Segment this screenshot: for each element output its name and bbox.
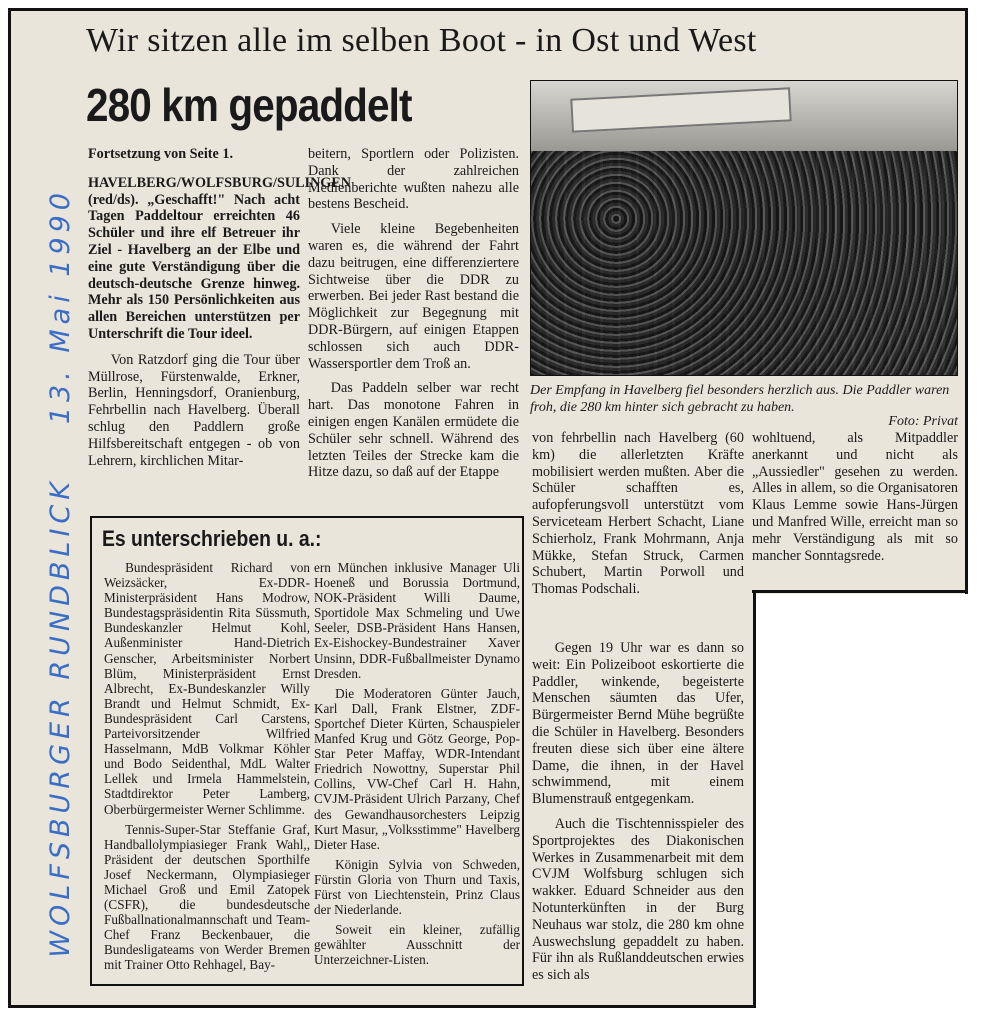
article-column-3: [532, 430, 744, 606]
main-headline: 280 km gepaddelt: [86, 79, 412, 131]
article-paragraph: Das Paddeln selber war recht hart. Das monotone Fahren in einigen engen Kanälen ermüdete die Schüler sehr schnell. Während des letzten Teiles der Strecke kam die Hitze dazu, so daß auf der Etappe: [308, 380, 519, 481]
article-lead: HAVELBERG/WOLFSBURG/SULINGEN (red/ds). „Geschafft!" Nach acht Tagen Paddeltour erreichten 46 Schüler und ihre elf Betreuer ihr Ziel - Havelberg an der Elbe und eine gute Verständigung über die deutsch-deutsche Grenze hinweg. Mehr als 150 Persönlichkeiten aus allen Bereichen unterstützen per Unterschrift die Tour ideel.: [88, 174, 352, 342]
article-column-5: [532, 640, 744, 992]
signatories-paragraph: Tennis-Super-Star Steffanie Graf, Handballolympiasieger Frank Wahl,, Präsident der deutschen Sporthilfe Josef Neckermann, Olympiasieger Michael Groß und Emil Zatopek (CSFR), die bundesdeutsche Fußballnationalmannschaft und Team-Chef Franz Beckenbauer, die Bundesligateams von Werder Bremen mit Trainer Otto Rehhagel, Bay-: [104, 821, 310, 973]
article-paragraph: von fehrbellin nach Havelberg (60 km) die allerletzten Kräfte mobilisiert werden mußten. Aber die Schüler schafften es, aufopferungsvoll unterstützt vom Serviceteam Herbert Schacht, Liane Schierholz, Frank Mohrmann, Anja Mükke, Stefan Struck, Carmen Schubert, Martin Porwoll und Thomas Podschali.: [532, 430, 744, 598]
article-paragraph: Auch die Tischtennisspieler des Sportprojektes des Diakonischen Werkes in Zusammenarbeit mit dem CVJM Wolfsburg schlugen sich wakker. Eduard Schneider aus den Notunterkünften in der Burg Neuhaus war stolz, die 280 km ohne Auswechslung gepaddelt zu haben. Für ihn als Rußlanddeutschen erwies es sich als: [532, 815, 744, 984]
article-column-1: [88, 146, 352, 477]
signatories-paragraph: Die Moderatoren Günter Jauch, Karl Dall, Frank Elstner, ZDF-Sportchef Dieter Kürten, Schauspieler Manfed Krug und Götz George, Pop-Star Peter Maffay, WDR-Intendant Friedrich Nowottny, Superstar Phil Collins, VW-Chef Carl H. Hahn, CVJM-Präsident Ulrich Parzany, Chef des Gewandhausorchesters Leipzig Kurt Masur, „Volksstimme" Havelberg Dieter Hase.: [314, 685, 520, 852]
signatories-paragraph: Bundespräsident Richard von Weizsäcker, Ex-DDR-Ministerpräsident Hans Modrow, Bundestagspräsidentin Rita Süssmuth, Bundeskanzler Helmut Kohl, Außenminister Hand-Dietrich Genscher, Arbeitsminister Norbert Blüm, Ministerpräsident Ernst Albrecht, Ex-Bundeskanzler Willy Brandt und Helmut Schmidt, Ex-Bundespräsident Carl Carstens, Parteivorsitzender Wilfried Hasselmann, MdB Volkmar Köhler und Bodo Seidenthal, MdL Walter Lellek und Irmela Hammelstein, Stadtdirektor Peter Lamberg, Oberbürgermeister Werner Schlimme.: [104, 560, 310, 817]
signatories-paragraph: Soweit ein kleiner, zufällig gewählter Ausschnitt der Unterzeichner-Listen.: [314, 922, 520, 968]
photo-crowd: [531, 151, 957, 376]
article-paragraph: Viele kleine Begebenheiten waren es, die während der Fahrt dazu beitrugen, eine differenziertere Sichtweise über die DDR zu erwerben. Bei jeder Rast bestand die Möglichkeit zur Begegnung mit DDR-Bürgern, auf einigen Etappen schlossen sich auch DDR-Wassersportler dem Troß an.: [308, 221, 519, 372]
article-paragraph: beitern, Sportlern oder Polizisten. Dank der zahlreichen Medienberichte wußten nahezu alle bestens Bescheid.: [308, 146, 519, 213]
handwritten-date: 13. Mai 1990: [44, 188, 76, 425]
article-paragraph: wohltuend, als Mitpaddler anerkannt und nicht als „Aussiedler" gesehen zu werden. Alles in allem, so die Organisatoren Klaus Lemme sowie Hans-Jürgen und Manfred Wille, erreicht man so mehr Verständigung als mit so mancher Sonntagsrede.: [752, 430, 958, 564]
article-column-2: [308, 146, 519, 489]
article-paragraph: Gegen 19 Uhr war es dann so weit: Ein Polizeiboot eskortierte die Paddler, winkende, begeisterte Menschen säumten das Ufer, Bürgermeister Bernd Mühe begrüßte die Schüler in Havelberg. Besonders freuten diese sich über eine ältere Dame, die ihnen, in der Havel schwimmend, mit einem Blumenstrauß entgegenkam.: [532, 640, 744, 808]
signatories-title: Es unterschrieben u. a.:: [102, 526, 322, 551]
handwritten-annotation: [40, 188, 80, 958]
article-paragraph: Von Ratzdorf ging die Tour über Müllrose, Fürstenwalde, Erkner, Berlin, Henningsdorf, Oranienburg, Fehrbellin nach Havelberg. Überall schlug den Paddlern große Hilfsbereitschaft entgegen - ob von Lehrern, kirchlichen Mitar-: [88, 351, 300, 469]
signatories-column-left: [104, 560, 310, 978]
signatories-paragraph: Königin Sylvia von Schweden, Fürstin Gloria von Thurn und Taxis, Fürst von Liechtenstein, Prinz Claus der Niederlande.: [314, 856, 520, 918]
handwritten-source: WOLFSBURGER RUNDBLICK: [44, 477, 76, 958]
clipping-step-edge: [752, 590, 968, 593]
continuation-note: Fortsetzung von Seite 1.: [88, 146, 234, 162]
article-column-4: [752, 430, 958, 572]
kicker-headline: Wir sitzen alle im selben Boot - in Ost und West: [86, 22, 757, 59]
photo-caption: Der Empfang in Havelberg fiel besonders herzlich aus. Die Paddler waren froh, die 280 km hinter sich gebracht zu haben.: [530, 383, 950, 415]
signatories-column-right: [314, 560, 520, 972]
signatories-box: [90, 516, 524, 986]
article-photo: [530, 80, 958, 376]
photo-credit: Foto: Privat: [888, 414, 958, 429]
signatories-paragraph: ern München inklusive Manager Uli Hoeneß und Borussia Dortmund, NOK-Präsident Willi Daume, Sportidole Max Schmeling und Uwe Seeler, DSB-Präsident Hans Hansen, Ex-Eishockey-Bundestrainer Xaver Unsinn, DDR-Fußballmeister Dynamo Dresden.: [314, 560, 520, 681]
